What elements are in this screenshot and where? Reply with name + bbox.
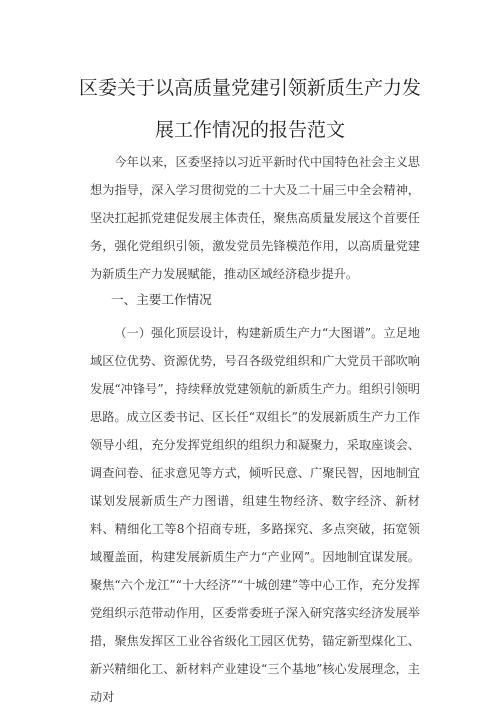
intro-paragraph: 今年以来，区委坚持以习近平新时代中国特色社会主义思想为指导，深入学习贯彻党的二十大及二十届三中全会精神，坚决扛起抓党建促发展主体责任，聚焦高质量发展这个首要任务，强化党组织引领，激发党员先锋模范作用，以高质量党建为新质生产力发展赋能，推动区域经济稳步提升。 [90,155,420,281]
document-title-line-2: 展工作情况的报告范文 [154,119,345,141]
body-paragraph: （一）强化顶层设计，构建新质生产力“大图谱”。立足地域区位优势、资源优势，号召各级党组织和广大党员干部吹响发展“冲锋号”，持续释放党建领航的新质生产力。组织引领明思路。成立区委书记、区长任“双组长”的发展新质生产力工作领导小组，充分发挥党组织的组织力和凝聚力，采取座谈会、调查问卷、征求意见等方式，倾听民意、广聚民智，因地制宜谋划发展新质生产力图谱，组建生物经济、数字经济、新材料、精细化工等8个招商专班，多路探究、多点突破，拓宽领域覆盖面，构建发展新质生产力“产业网”。因地制宜谋发展。聚焦“六个龙江”“十大经济”“十城创建”等中心工作，充分发挥党组织示范带动作用，区委常委班子深入研究落实经济发展举措，聚焦发挥区工业谷省级化工园区优势，锚定新型煤化工、新兴精细化工、新材料产业建设“三个基地”核心发展理念，主动对 [90,326,420,704]
document-title-line-1: 区委关于以高质量党建引领新质生产力发 [78,77,421,99]
section-heading: 一、主要工作情况 [111,292,212,307]
